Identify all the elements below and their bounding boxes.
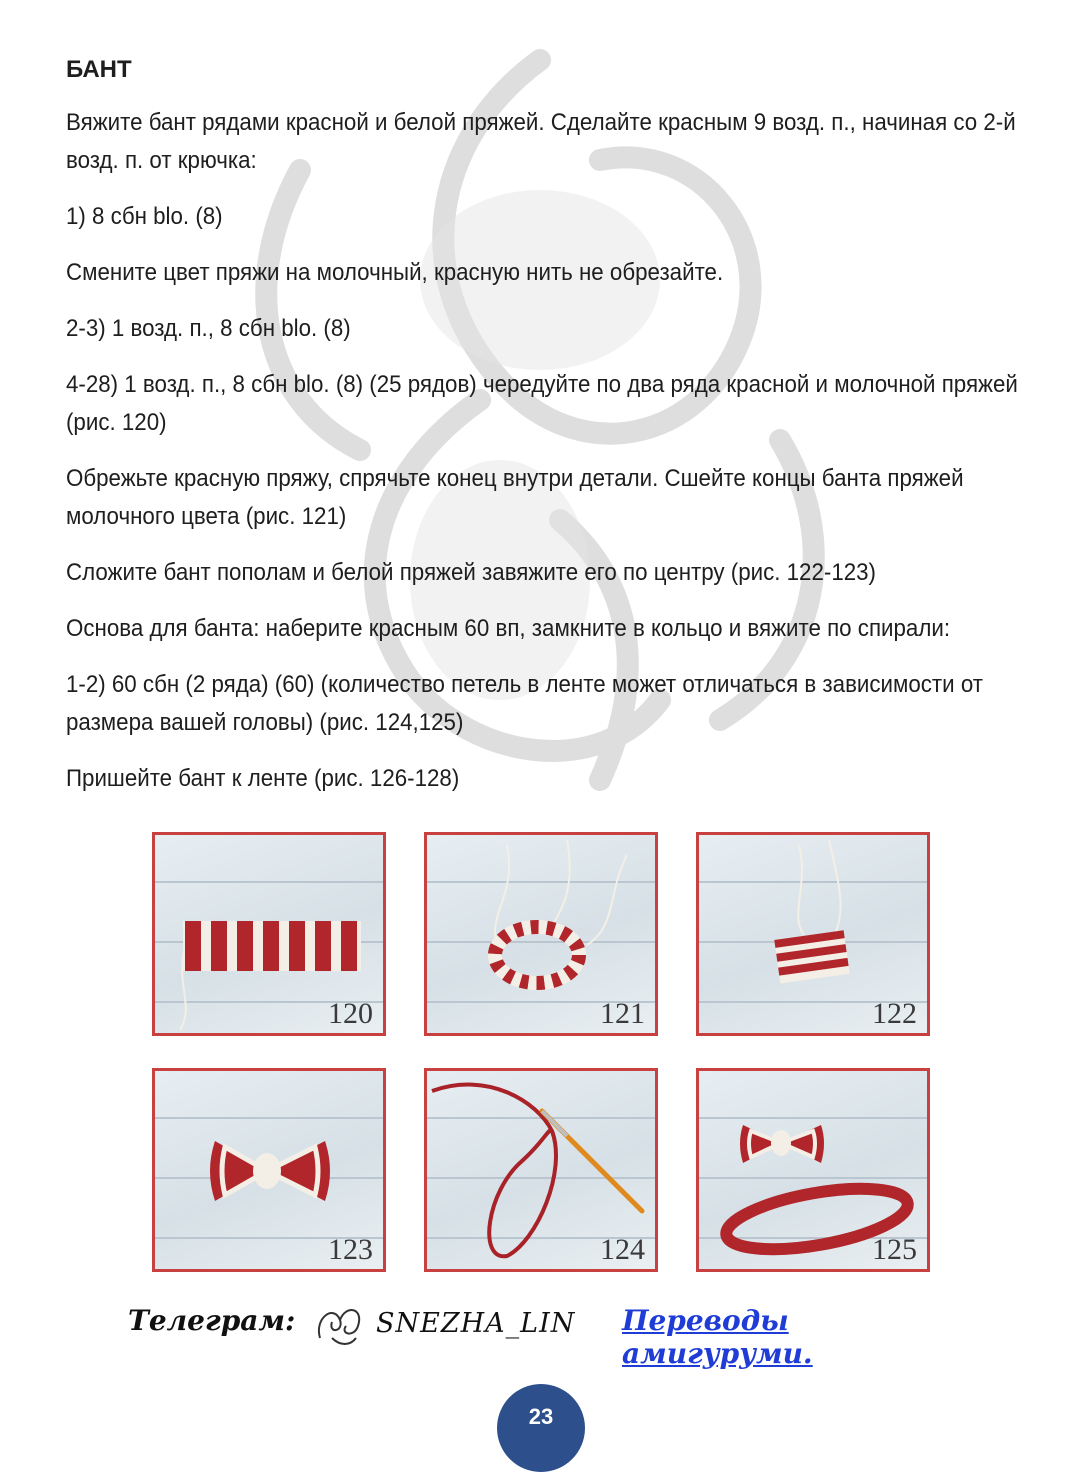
- page-number: 23: [528, 1404, 554, 1429]
- photo-number: 122: [872, 997, 917, 1030]
- photo-number: 120: [328, 997, 373, 1030]
- photo-120: [152, 832, 386, 1036]
- translations-link[interactable]: Переводы амигуруми.: [622, 1304, 813, 1370]
- photo-number: 125: [872, 1233, 917, 1266]
- photo-number: 121: [600, 997, 645, 1030]
- paragraph-finish: Обрежьте красную пряжу, спрячьте конец внутри детали. Сшейте концы банта пряжей молочного цвета (рис. 121): [66, 465, 964, 530]
- paragraph-attach: Пришейте бант к ленте (рис. 126-128): [66, 765, 460, 792]
- paragraph-rows-4-28: 4-28) 1 возд. п., 8 сбн blo. (8) (25 рядов) чередуйте по два ряда красной и молочной пряжей (рис. 120): [66, 371, 1018, 436]
- photo-124: [424, 1068, 658, 1272]
- paragraph-intro: Вяжите бант рядами красной и белой пряжей. Сделайте красным 9 возд. п., начиная со 2-й возд. п. от крючка:: [66, 109, 1016, 174]
- footer-banner: [128, 1298, 968, 1370]
- telegram-label: Телеграм:: [128, 1304, 296, 1337]
- paragraph-base-rows: 1-2) 60 сбн (2 ряда) (60) (количество петель в ленте может отличаться в зависимости от размера вашей головы) (рис. 124,125): [66, 671, 983, 736]
- section-heading: БАНТ: [66, 56, 132, 83]
- instructions-section: [66, 52, 1026, 816]
- photo-number: 123: [328, 1233, 373, 1266]
- photo-125: [696, 1068, 930, 1272]
- paragraph-row-1: 1) 8 сбн blo. (8): [66, 203, 223, 230]
- photo-grid: [152, 832, 932, 1272]
- paragraph-color-change: Смените цвет пряжи на молочный, красную нить не обрезайте.: [66, 259, 724, 286]
- paragraph-rows-2-3: 2-3) 1 возд. п., 8 сбн blo. (8): [66, 315, 351, 342]
- paragraph-base: Основа для банта: наберите красным 60 вп, замкните в кольцо и вяжите по спирали:: [66, 615, 951, 642]
- photo-121: [424, 832, 658, 1036]
- photo-number: 124: [600, 1233, 645, 1266]
- page-number-badge: [497, 1384, 585, 1472]
- brand-name: SNEZHA_LIN: [376, 1308, 576, 1339]
- photo-123: [152, 1068, 386, 1272]
- flourish-logo-icon: [310, 1298, 368, 1350]
- photo-122: [696, 832, 930, 1036]
- paragraph-fold: Сложите бант пополам и белой пряжей завяжите его по центру (рис. 122-123): [66, 559, 877, 586]
